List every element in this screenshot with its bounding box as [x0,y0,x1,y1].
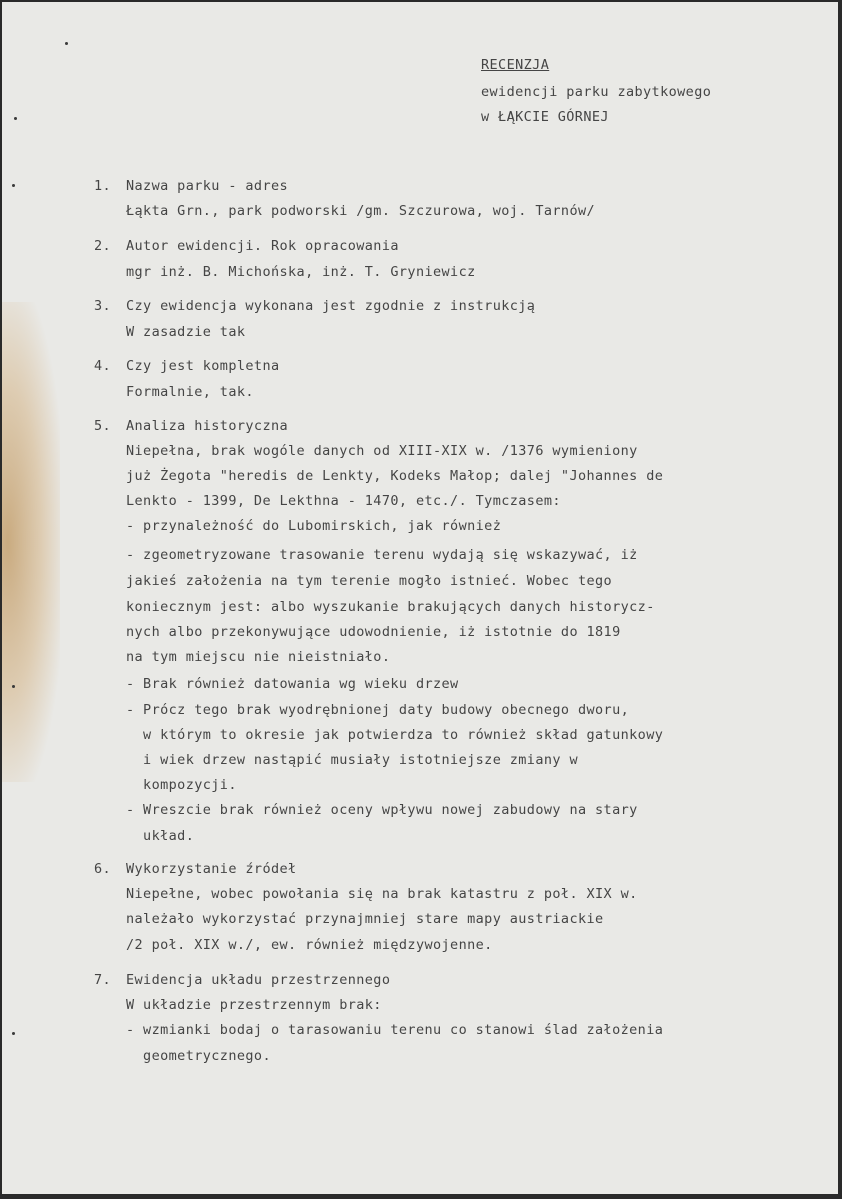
margin-mark [12,1032,15,1035]
section-line: koniecznym jest: albo wyszukanie brakujących danych historycz- [126,599,655,615]
margin-mark [12,184,15,187]
section-line: - Prócz tego brak wyodrębnionej daty budowy obecnego dworu, [126,702,630,718]
document-title: RECENZJA [481,57,550,73]
section-line: kompozycji. [126,777,237,793]
section-line: geometrycznego. [126,1048,271,1064]
section-heading: Ewidencja układu przestrzennego [126,972,391,988]
section-heading: Wykorzystanie źródeł [126,861,297,877]
paper-stain [2,302,60,782]
section-heading: Autor ewidencji. Rok opracowania [126,238,399,254]
section-line: - wzmianki bodaj o tarasowaniu terenu co stanowi ślad założenia [126,1022,664,1038]
section-line: - przynależność do Lubomirskich, jak również [126,518,502,534]
section-line: należało wykorzystać przynajmniej stare mapy austriackie [126,911,604,927]
section-line: mgr inż. B. Michońska, inż. T. Gryniewicz [126,264,476,280]
section-line: Lenkto - 1399, De Lekthna - 1470, etc./. Tymczasem: [126,493,561,509]
section-number: 1. [94,178,112,194]
section-heading: Czy jest kompletna [126,358,280,374]
document-subtitle-location: w ŁĄKCIE GÓRNEJ [481,109,609,125]
section-line: /2 poł. XIX w./, ew. również międzywojenne. [126,937,493,953]
section-line: i wiek drzew nastąpić musiały istotniejsze zmiany w [126,752,578,768]
section-line: układ. [126,828,195,844]
section-number: 5. [94,418,112,434]
section-number: 4. [94,358,112,374]
section-line: - Brak również datowania wg wieku drzew [126,676,459,692]
document-subtitle: ewidencji parku zabytkowego [481,84,712,100]
section-line: jakieś założenia na tym terenie mogło istnieć. Wobec tego [126,573,613,589]
section-line: Łąkta Grn., park podworski /gm. Szczurowa, woj. Tarnów/ [126,203,596,219]
section-heading: Nazwa parku - adres [126,178,289,194]
section-number: 2. [94,238,112,254]
section-line: W zasadzie tak [126,324,246,340]
section-heading: Czy ewidencja wykonana jest zgodnie z instrukcją [126,298,536,314]
section-line: na tym miejscu nie nieistniało. [126,649,391,665]
section-line: - zgeometryzowane trasowanie terenu wydają się wskazywać, iż [126,547,638,563]
section-number: 7. [94,972,112,988]
document-page [2,2,838,1194]
section-number: 6. [94,861,112,877]
section-line: Niepełna, brak wogóle danych od XIII-XIX w. /1376 wymieniony [126,443,638,459]
section-number: 3. [94,298,112,314]
margin-mark [65,42,68,45]
section-line: W układzie przestrzennym brak: [126,997,382,1013]
section-line: już Żegota "heredis de Lenkty, Kodeks Małop; dalej "Johannes de [126,468,664,484]
margin-mark [12,685,15,688]
section-line: w którym to okresie jak potwierdza to również skład gatunkowy [126,727,664,743]
margin-mark [14,117,17,120]
section-line: Formalnie, tak. [126,384,254,400]
section-line: nych albo przekonywujące udowodnienie, iż istotnie do 1819 [126,624,621,640]
section-line: Niepełne, wobec powołania się na brak katastru z poł. XIX w. [126,886,638,902]
section-line: - Wreszcie brak również oceny wpływu nowej zabudowy na stary [126,802,638,818]
section-heading: Analiza historyczna [126,418,289,434]
